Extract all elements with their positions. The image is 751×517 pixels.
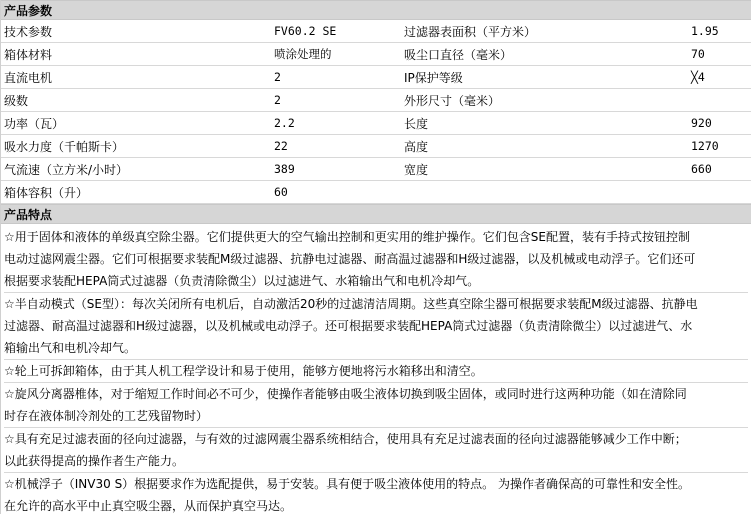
feature-item bbox=[4, 473, 748, 517]
spec-row bbox=[1, 158, 751, 181]
feature-line: 根据要求装配HEPA筒式过滤器（负责清除微尘）以过滤进气、水箱输出气和电机冷却气。 bbox=[4, 274, 480, 288]
spec-value: 22 bbox=[271, 135, 401, 158]
feature-item bbox=[4, 360, 748, 383]
spec-value: 2 bbox=[271, 66, 401, 89]
spec-row bbox=[1, 43, 751, 66]
spec-value: 660 bbox=[688, 158, 751, 181]
feature-line: 电动过滤网震尘器。它们可根据要求装配M级过滤器、抗静电过滤器、耐高温过滤器和H级过滤器，以及机械或电动浮子。它们还可 bbox=[4, 252, 696, 266]
feature-line: ☆半自动模式（SE型）：每次关闭所有电机后，自动激活20秒的过滤清洁周期。这些真空除尘器可根据要求装配M级过滤器、抗静电 bbox=[4, 297, 698, 311]
spec-label: 长度 bbox=[401, 112, 688, 135]
spec-row bbox=[1, 135, 751, 158]
spec-value: 1270 bbox=[688, 135, 751, 158]
spec-value bbox=[688, 89, 751, 112]
features-list bbox=[1, 224, 751, 517]
spec-row bbox=[1, 66, 751, 89]
spec-label: 直流电机 bbox=[1, 66, 271, 89]
spec-value: 389 bbox=[271, 158, 401, 181]
spec-label: 高度 bbox=[401, 135, 688, 158]
feature-line: 过滤器、耐高温过滤器和H级过滤器，以及机械或电动浮子。还可根据要求装配HEPA筒式过滤器（负责清除微尘）以过滤进气、水 bbox=[4, 319, 693, 333]
spec-label: 功率（瓦） bbox=[1, 112, 271, 135]
feature-line: 箱输出气和电机冷却气。 bbox=[4, 341, 137, 355]
spec-label: 过滤器表面积（平方米） bbox=[401, 20, 688, 43]
feature-line: 时存在液体制冷剂处的工艺残留物时） bbox=[4, 409, 209, 423]
feature-item bbox=[4, 293, 748, 360]
feature-line: ☆轮上可拆卸箱体，由于其人机工程学设计和易于使用，能够方便地将污水箱移出和清空。 bbox=[4, 364, 483, 378]
spec-label bbox=[401, 181, 688, 204]
feature-line: ☆用于固体和液体的单级真空除尘器。它们提供更大的空气输出控制和更实用的维护操作。它们包含SE配置，装有手持式按钮控制 bbox=[4, 230, 690, 244]
spec-value: FV60.2 SE bbox=[271, 20, 401, 43]
spec-row bbox=[1, 181, 751, 204]
spec-value bbox=[688, 181, 751, 204]
feature-item bbox=[4, 226, 748, 293]
spec-value: 2.2 bbox=[271, 112, 401, 135]
spec-value: 920 bbox=[688, 112, 751, 135]
spec-label: 吸水力度（千帕斯卡） bbox=[1, 135, 271, 158]
spec-label: 技术参数 bbox=[1, 20, 271, 43]
feature-line: ☆具有充足过滤表面的径向过滤器，与有效的过滤网震尘器系统相结合，使用具有充足过滤表面的径向过滤器能够减少工作中断； bbox=[4, 432, 687, 446]
features-header: 产品特点 bbox=[1, 204, 751, 224]
spec-value: 喷涂处理的 bbox=[271, 43, 401, 66]
feature-item bbox=[4, 428, 748, 473]
feature-line: ☆旋风分离器椎体，对于缩短工作时间必不可少，使操作者能够由吸尘液体切换到吸尘固体，或同时进行这两种功能（如在清除同 bbox=[4, 387, 687, 401]
feature-line: 以此获得提高的操作者生产能力。 bbox=[4, 454, 185, 468]
spec-label: 吸尘口直径（毫米） bbox=[401, 43, 688, 66]
spec-value: ╳4 bbox=[688, 66, 751, 89]
spec-label: IP保护等级 bbox=[401, 66, 688, 89]
spec-label: 外形尺寸（毫米） bbox=[401, 89, 688, 112]
spec-row bbox=[1, 20, 751, 43]
feature-item bbox=[4, 383, 748, 428]
feature-line: 在允许的高水平中止真空吸尘器，从而保护真空马达。 bbox=[4, 499, 293, 513]
spec-value: 60 bbox=[271, 181, 401, 204]
spec-label: 宽度 bbox=[401, 158, 688, 181]
spec-value: 1.95 bbox=[688, 20, 751, 43]
spec-label: 气流速（立方米/小时） bbox=[1, 158, 271, 181]
specs-table bbox=[1, 20, 751, 204]
feature-line: ☆机械浮子（INV30 S）根据要求作为选配提供，易于安装。具有便于吸尘液体使用的特点。 为操作者确保高的可靠性和安全性。 bbox=[4, 477, 691, 491]
spec-value: 2 bbox=[271, 89, 401, 112]
spec-label: 级数 bbox=[1, 89, 271, 112]
spec-label: 箱体材料 bbox=[1, 43, 271, 66]
spec-row bbox=[1, 89, 751, 112]
params-header: 产品参数 bbox=[1, 0, 751, 20]
spec-value: 70 bbox=[688, 43, 751, 66]
spec-row bbox=[1, 112, 751, 135]
spec-label: 箱体容积（升） bbox=[1, 181, 271, 204]
